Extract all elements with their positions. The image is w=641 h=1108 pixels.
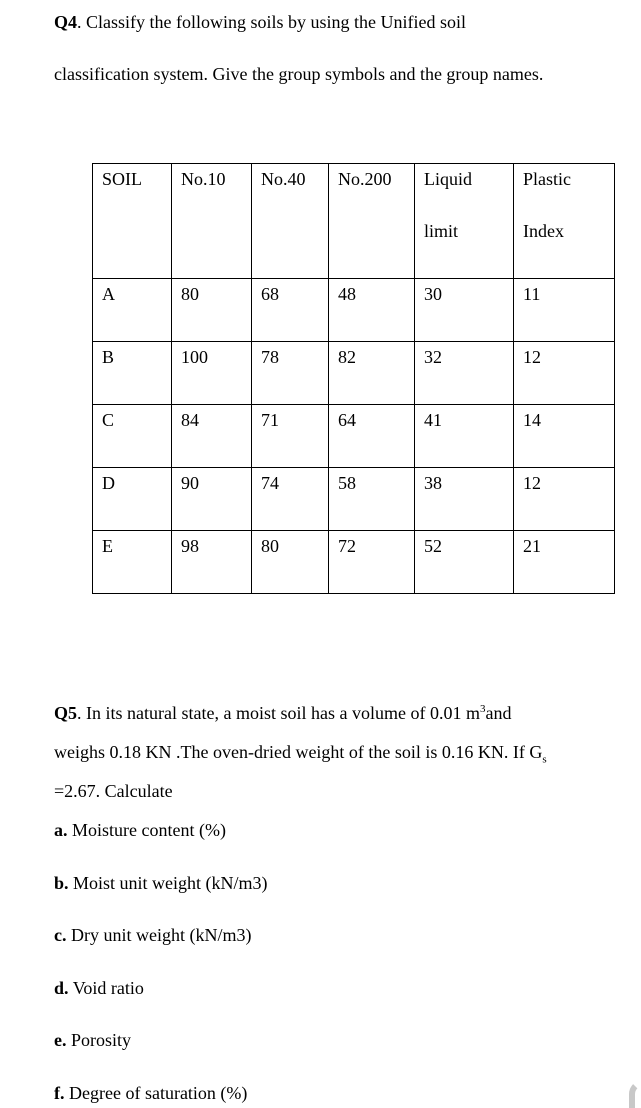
table-row — [93, 279, 615, 342]
q5-label: Q5 — [54, 703, 78, 723]
q5-line-3: =2.67. Calculate — [54, 781, 173, 801]
soil-table — [92, 163, 615, 594]
table-cell: 84 — [172, 405, 252, 468]
table-cell: 68 — [252, 279, 329, 342]
table-cell: 74 — [252, 468, 329, 531]
q5-item-e: e. Porosity — [54, 1030, 132, 1050]
q5-text-1b: and — [485, 703, 512, 723]
q5-text-1: . In its natural state, a moist soil has a volume of 0.01 m — [77, 703, 480, 723]
q5-item-a: a. Moisture content (%) — [54, 820, 226, 840]
header-cell: No.200 — [329, 164, 415, 279]
header-cell: Liquid limit — [415, 164, 514, 279]
table-cell: 100 — [172, 342, 252, 405]
table-cell: D — [93, 468, 172, 531]
q5-line-1 — [54, 702, 511, 724]
table-cell: 12 — [514, 342, 615, 405]
q4-line-2: classification system. Give the group symbols and the group names. — [54, 64, 544, 84]
table-cell: 21 — [514, 531, 615, 594]
table-cell: 30 — [415, 279, 514, 342]
superscript: 3 — [479, 703, 486, 715]
table-cell: 41 — [415, 405, 514, 468]
q4-label: Q4 — [54, 12, 78, 32]
table-row — [93, 531, 615, 594]
table-cell: 71 — [252, 405, 329, 468]
header-cell: SOIL — [93, 164, 172, 279]
table-cell: B — [93, 342, 172, 405]
q5-line-2: weighs 0.18 KN .The oven-dried weight of the soil is 0.16 KN. If $G_s$ — [54, 742, 547, 766]
table-cell: 12 — [514, 468, 615, 531]
table-cell: 90 — [172, 468, 252, 531]
table-cell: A — [93, 279, 172, 342]
table-cell: 32 — [415, 342, 514, 405]
q5-item-f: f. Degree of saturation (%) — [54, 1083, 248, 1103]
q5-item-b: b. Moist unit weight (kN/m3) — [54, 873, 268, 893]
table-cell: E — [93, 531, 172, 594]
table-row — [93, 405, 615, 468]
table-cell: C — [93, 405, 172, 468]
table-cell: 64 — [329, 405, 415, 468]
table-row — [93, 342, 615, 405]
q4-text-1: . Classify the following soils by using the Unified soil — [77, 12, 467, 32]
table-row — [93, 468, 615, 531]
table-cell: 80 — [252, 531, 329, 594]
table-cell: 82 — [329, 342, 415, 405]
table-cell: 52 — [415, 531, 514, 594]
table-cell: 58 — [329, 468, 415, 531]
q5-item-d: d. Void ratio — [54, 978, 144, 998]
header-cell: No.10 — [172, 164, 252, 279]
subscript: s — [542, 753, 547, 766]
header-cell: Plastic Index — [514, 164, 615, 279]
q4-line-1 — [54, 11, 466, 33]
table-cell: 80 — [172, 279, 252, 342]
q5-item-c: c. Dry unit weight (kN/m3) — [54, 925, 252, 945]
table-cell: 48 — [329, 279, 415, 342]
table-cell: 11 — [514, 279, 615, 342]
table-cell: 72 — [329, 531, 415, 594]
header-cell: No.40 — [252, 164, 329, 279]
table-cell: 98 — [172, 531, 252, 594]
table-cell: 14 — [514, 405, 615, 468]
table-header-row — [93, 164, 615, 279]
table-cell: 78 — [252, 342, 329, 405]
table-cell: 38 — [415, 468, 514, 531]
page-corner-curl — [629, 1080, 641, 1108]
